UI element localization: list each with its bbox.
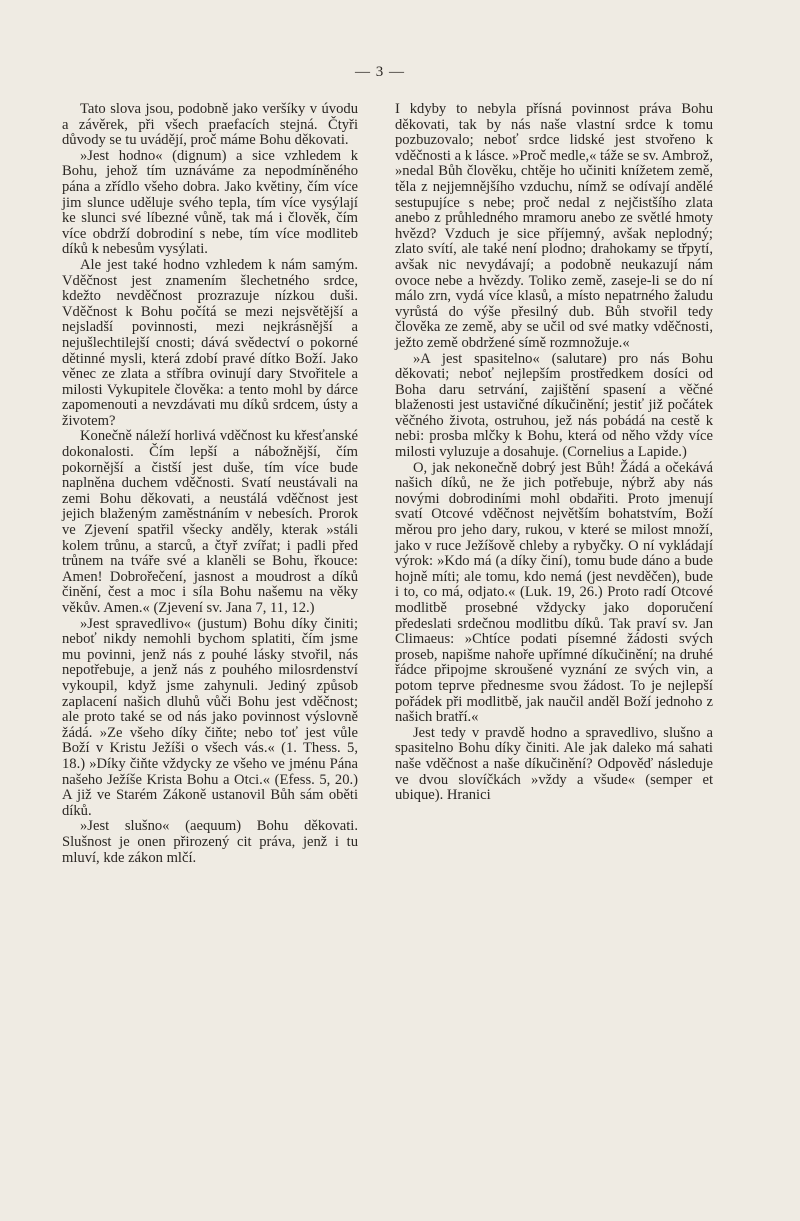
paragraph: Konečně náleží horlivá vděčnost ku křesťanské dokonalosti. Čím lepší a nábožnější, čím pokornější a čistší jest duše, tím více bude naplněna duchem vděčnosti. Svatí neustávali na zemi Bohu děkovati, a neustálá vděčnost jest jejich blaženým zaměstnáním v nebesích. Prorok ve Zjevení spatřil všecky anděly, kterak »stáli kolem trůnu, a starců, a čtyř zvířat; i padli před trůnem na tváře své a klaněli se Bohu, řkouce: Amen! Dobrořečení, jasnost a moudrost a díků činění, čest a moc i síla Bohu našemu na věky věkův. Amen.« (Zjevení sv. Jana 7, 11, 12.) — [62, 428, 358, 616]
paragraph: Tato slova jsou, podobně jako veršíky v úvodu a závěrek, při všech praefacích stejná. Čtyři důvody se tu uvádějí, proč máme Bohu děkovati. — [62, 101, 358, 149]
paragraph: »Jest spravedlivo« (justum) Bohu díky činiti; neboť nikdy nemohli bychom splatiti, čím jsme mu povinni, jenž nás z pouhé lásky stvořil, nás nepotřebuje, a jenž nás z pouhého milosrdenství vykoupil, když jsme zahynuli. Jediný způsob zaplacení našich dluhů vůči Bohu jest vděčnost; ale proto také se od nás jako povinnost výslovně žádá. »Ze všeho díky čiňte; nebo toť jest vůle Boží v Kristu Ježíši o všech vás.« (1. Thess. 5, 18.) »Díky čiňte vždycky ze všeho ve jménu Pána našeho Ježíše Krista Bohu a Otci.« (Efess. 5, 20.) A již ve Starém Zákoně ustanovil Bůh sám oběti díků. — [62, 615, 358, 819]
paragraph: Jest tedy v pravdě hodno a spravedlivo, slušno a spasitelno Bohu díky činiti. Ale jak daleko má sahati naše vděčnost a naše díkučinění? Odpověď následuje ve dvou slovíčkách »vždy a všude« (semper et ubique). Hranici — [395, 724, 713, 804]
paragraph: »Jest slušno« (aequum) Bohu děkovati. Slušnost je onen přirozený cit práva, jenž i tu mluví, kde zákon mlčí. — [62, 818, 358, 866]
left-column — [62, 102, 358, 866]
page-number: — 3 — — [355, 64, 405, 80]
paragraph: O, jak nekonečně dobrý jest Bůh! Žádá a očekává našich díků, ne že jich potřebuje, nýbrž aby nás novými dobrodiními mohl obdařiti. Proto jmenují svatí Otcové vděčnost největším bohatstvím, Boží měrou pro jeho dary, rukou, v které se milost množí, jako v ruce Ježíšově chleby a rybyčky. O ní vykládají výrok: »Kdo má (a díky činí), tomu bude dáno a bude hojně míti; ale tomu, kdo nemá (jest nevděčen), bude i to, co má, odjato.« (Luk. 19, 26.) Proto radí Otcové modlitbě prosebné vždycky jako doporučení předeslati srdečnou modlitbu díků. Tak praví sv. Jan Climaeus: »Chtíce podati písemné žádosti svých proseb, napišme nahoře upřímné díkučinění; na druhé řádce připojme skroušené vyznání ze svých vin, a potom teprve přednesme svou žádost. To je nejlepší pořádek při modlitbě, jak naučil anděl Boží jednoho z našich bratří.« — [395, 459, 713, 726]
paragraph: Ale jest také hodno vzhledem k nám samým. Vděčnost jest znamením šlechetného srdce, kdežto nevděčnost prozrazuje nízkou duši. Vděčnost k Bohu počítá se mezi nejsvětější a nejsladší povinnosti, mezi nejkrásnější a nejušlechtilejší cnosti; dává svědectví o pokorné dětinné mysli, která zdobí pravé dítko Boží. Jako věnec ze zlata a stříbra ovinují dary Stvořitele a milosti Vykupitele člověka: a tento mohl by dárce zapomenouti a nevzdávati mu díků srdcem, ústy a životem? — [62, 256, 358, 429]
paragraph: »Jest hodno« (dignum) a sice vzhledem k Bohu, jehož tím uznáváme za nepodmíněného pána a zřídlo všeho dobra. Jako květiny, čím více jim slunce uděluje svého tepla, tím více vysýlají ke slunci své líbezné vůně, tak má i člověk, čím více obdrží dobrodiní s nebe, tím více modliteb díků k nebesům vysýlati. — [62, 147, 358, 258]
right-column — [395, 102, 713, 804]
paragraph: I kdyby to nebyla přísná povinnost práva Bohu děkovati, tak by nás naše vlastní srdce k tomu pozbuzovalo; neboť srdce lidské jest stvořeno k vděčnosti a k lásce. »Proč medle,« táže se sv. Ambrož, »nedal Bůh člověku, chtěje ho učiniti knížetem země, těla z nejjemnějšího vzduchu, nímž se odívají andělé sestupujíce s nebe; proč nedal z nejčistšího zlata anebo z průhledného mramoru anebo ze světlé hmoty hvězd? Vzduch je sice příjemný, avšak neplodný; zlato svítí, ale také není plodno; drahokamy se třpytí, avšak nic nevydávají; a podobně neukazují nám ovoce nebe a hvězdy. Toliko země, zaseje-li se do ní málo zrn, vydá více klasů, a místo nepatrného žaludu vyrůstá do výše přesilný dub. Bůh stvořil tedy člověka ze země, aby se učil od své matky vděčnosti, ježto země obdržené símě rozmnožuje.« — [395, 101, 713, 351]
paragraph: »A jest spasitelno« (salutare) pro nás Bohu děkovati; neboť nejlepším prostředkem dosíci od Boha daru setrvání, zajištění spasení a věčné blaženosti jest ustavičné díkučinění; jestiť již počátek věčného života, ostruhou, jež nás pobádá na cestě k nebi: prosba mlčky k Bohu, která od něho vždy více milosti vyluzuje a dosahuje. (Cornelius a Lapide.) — [395, 350, 713, 461]
